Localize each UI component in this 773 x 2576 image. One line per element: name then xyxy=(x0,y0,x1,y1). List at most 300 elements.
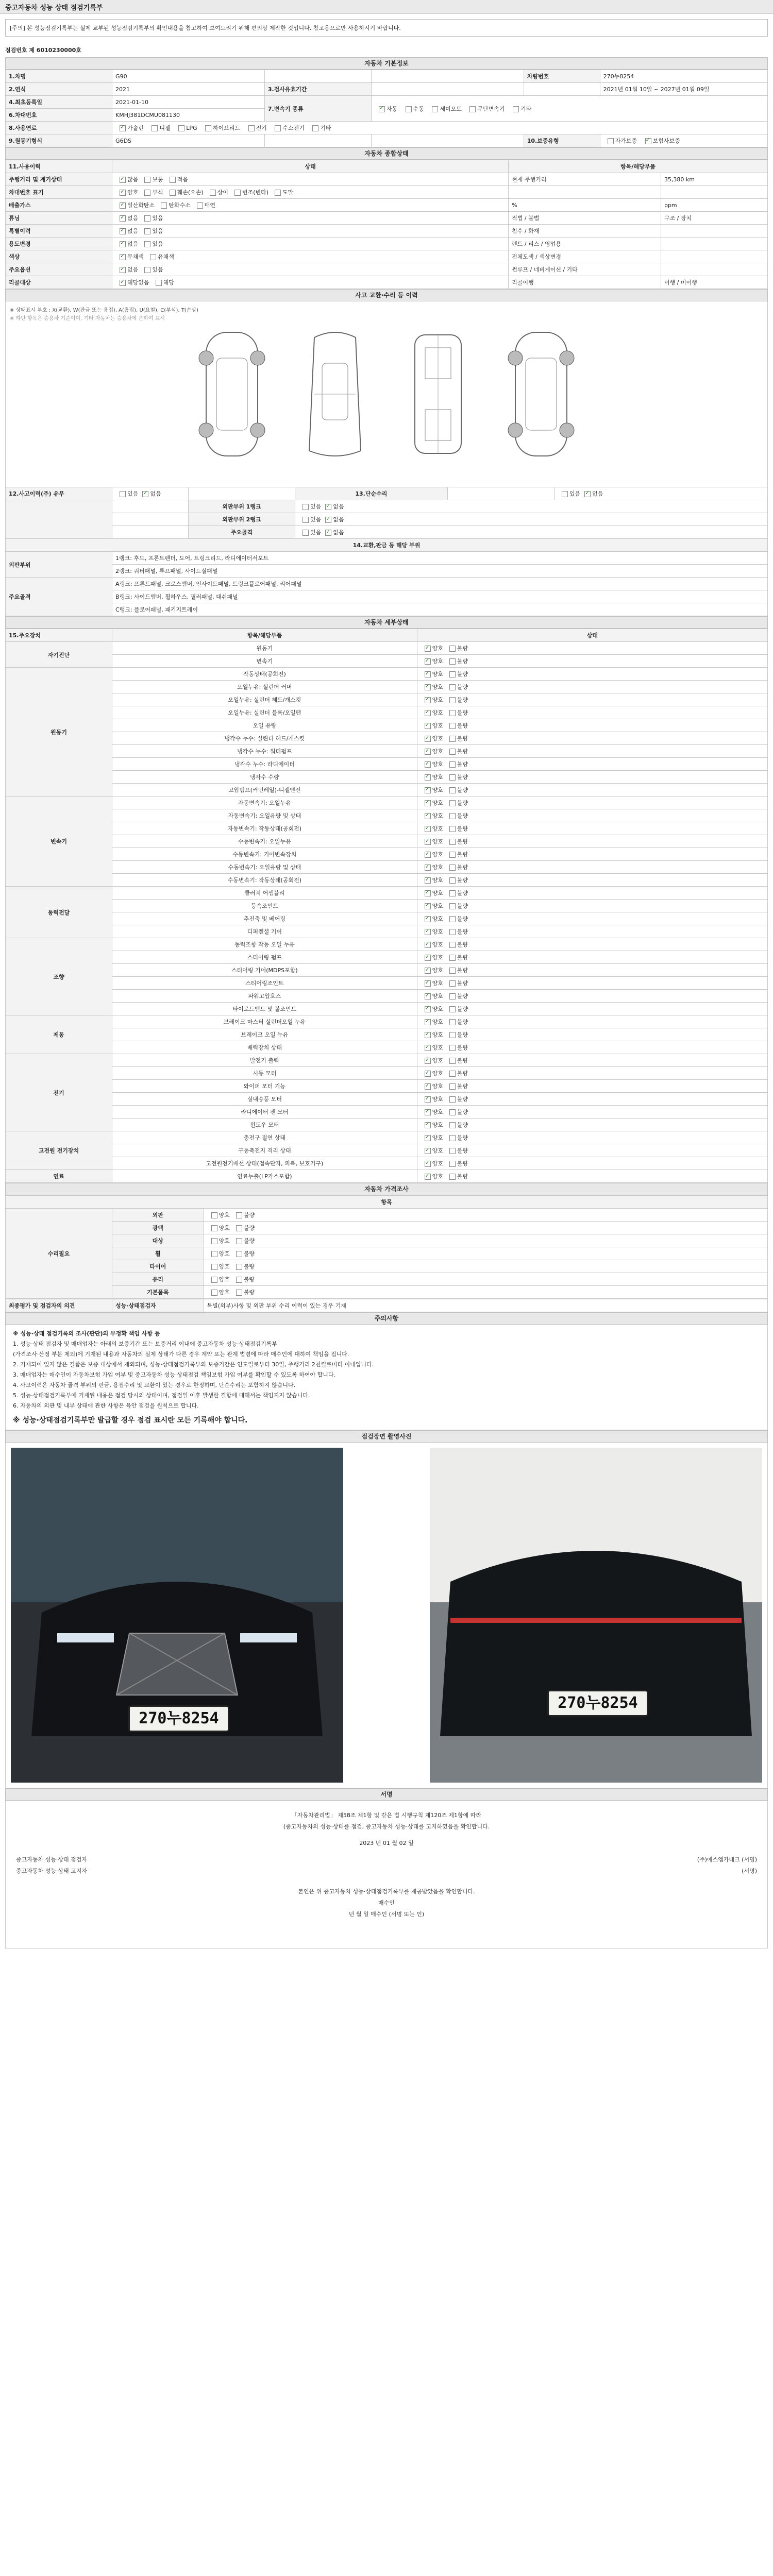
item-label: 클러치 어셈블리 xyxy=(112,887,417,900)
checkbox[interactable] xyxy=(425,658,431,665)
transmission-options: ✓ 자동 수동 세미오토 무단변속기 기타 xyxy=(371,96,767,122)
row-extra xyxy=(661,263,767,276)
checkbox[interactable] xyxy=(144,177,150,183)
price-table xyxy=(5,1195,768,1299)
checkbox[interactable] xyxy=(513,106,519,112)
row-note: 현재 주행거리 xyxy=(509,173,661,186)
checkbox[interactable] xyxy=(170,190,176,196)
checkbox[interactable] xyxy=(379,106,385,112)
checkbox[interactable] xyxy=(584,491,591,497)
checkbox[interactable] xyxy=(142,491,148,497)
label-first-reg: 4.최초등록일 xyxy=(6,96,112,109)
state-label: 불량 xyxy=(243,1212,255,1218)
sign-date: 2023 년 01 월 02 일 xyxy=(359,1840,414,1846)
table-row xyxy=(6,668,768,681)
state-label: 양호 xyxy=(432,658,443,665)
table-row xyxy=(6,250,768,263)
rear-license-plate: 270누8254 xyxy=(547,1690,648,1717)
basic-info-section xyxy=(5,57,768,147)
checkbox[interactable] xyxy=(303,517,309,523)
front-license-plate: 270누8254 xyxy=(128,1705,229,1732)
option-label: 없음 xyxy=(127,228,139,234)
checkbox[interactable] xyxy=(211,1264,217,1270)
checkbox[interactable] xyxy=(120,241,126,247)
checkbox[interactable] xyxy=(211,1238,217,1244)
accident-section xyxy=(5,289,768,616)
item-state xyxy=(417,1157,767,1170)
checkbox[interactable] xyxy=(425,942,431,948)
checkbox[interactable] xyxy=(425,723,431,729)
item-state xyxy=(417,1144,767,1157)
state-label: 불량 xyxy=(457,1070,468,1077)
checkbox[interactable] xyxy=(144,228,150,234)
item-state xyxy=(417,1131,767,1144)
state-label: 양호 xyxy=(432,1109,443,1115)
checkbox[interactable] xyxy=(449,1032,456,1038)
price-section xyxy=(5,1183,768,1312)
state-label: 양호 xyxy=(432,1083,443,1090)
state-label: 불량 xyxy=(457,1160,468,1167)
checkbox[interactable] xyxy=(144,190,150,196)
checkbox[interactable] xyxy=(303,504,309,510)
option-label: 도말 xyxy=(282,189,294,196)
state-label: 불량 xyxy=(457,993,468,999)
checkbox[interactable] xyxy=(425,865,431,871)
item-state xyxy=(417,1028,767,1041)
value-vin: KMHJ381DCMU081130 xyxy=(112,109,265,122)
state-label: 양호 xyxy=(432,851,443,858)
checkbox[interactable] xyxy=(425,1135,431,1141)
state-label: 양호 xyxy=(432,890,443,896)
checkbox[interactable] xyxy=(236,1251,242,1257)
item-label: 작동상태(공회전) xyxy=(112,668,417,681)
rank-2-label: 외판부위 2랭크 xyxy=(188,513,295,526)
state-label: 양호 xyxy=(432,1070,443,1077)
checkbox[interactable] xyxy=(449,942,456,948)
checkbox[interactable] xyxy=(236,1264,242,1270)
checkbox[interactable] xyxy=(425,890,431,896)
item-state xyxy=(417,809,767,822)
detail-parts-title: 14.교환,판금 등 해당 부위 xyxy=(6,539,768,552)
checkbox[interactable] xyxy=(449,968,456,974)
checkbox[interactable] xyxy=(425,761,431,768)
group-label: 변속기 xyxy=(6,796,112,887)
checkbox[interactable] xyxy=(449,736,456,742)
checkbox[interactable] xyxy=(144,215,150,222)
checkbox[interactable] xyxy=(312,125,318,131)
checkbox[interactable] xyxy=(178,125,184,131)
option-label: 없음 xyxy=(127,215,139,222)
price-item-label: 휠 xyxy=(112,1247,204,1260)
state-label: 불량 xyxy=(457,1096,468,1103)
state-label: 불량 xyxy=(457,1147,468,1154)
checkbox[interactable] xyxy=(449,671,456,677)
state-label: 양호 xyxy=(432,916,443,922)
row-note: 침수 / 화재 xyxy=(509,225,661,238)
checkbox[interactable] xyxy=(425,929,431,935)
checkbox[interactable] xyxy=(425,697,431,703)
checkbox[interactable] xyxy=(425,813,431,819)
row-note: 썬루프 / 네비게이션 / 기타 xyxy=(509,263,661,276)
rank-1-options: 있음✓ 없음 xyxy=(295,500,767,513)
checkbox[interactable] xyxy=(211,1290,217,1296)
checkbox[interactable] xyxy=(449,980,456,987)
state-label: 불량 xyxy=(457,980,468,987)
row-options xyxy=(112,199,509,212)
checkbox[interactable] xyxy=(425,1161,431,1167)
table-row xyxy=(6,1131,768,1144)
checkbox[interactable] xyxy=(449,1135,456,1141)
item-state xyxy=(417,900,767,912)
checkbox[interactable] xyxy=(236,1212,242,1218)
checkbox[interactable] xyxy=(449,826,456,832)
checkbox[interactable] xyxy=(425,877,431,884)
table-row xyxy=(6,173,768,186)
option-label: 양호 xyxy=(127,189,139,196)
checkbox[interactable] xyxy=(449,929,456,935)
checkbox[interactable] xyxy=(325,504,331,510)
item-label: 윈도우 모터 xyxy=(112,1118,417,1131)
checkbox[interactable] xyxy=(449,839,456,845)
checkbox[interactable] xyxy=(449,903,456,909)
checkbox[interactable] xyxy=(449,890,456,896)
sign-box xyxy=(5,1801,768,1948)
caution-big-note: ※ 성능·상태점검기록부만 발급할 경우 점검 표시란 모든 기록해야 합니다. xyxy=(13,1416,248,1425)
checkbox[interactable] xyxy=(449,710,456,716)
item-state xyxy=(417,693,767,706)
checkbox[interactable] xyxy=(425,1174,431,1180)
checkbox[interactable] xyxy=(449,684,456,690)
checkbox[interactable] xyxy=(152,125,158,131)
checkbox[interactable] xyxy=(425,1109,431,1115)
state-label: 양호 xyxy=(432,671,443,677)
checkbox[interactable] xyxy=(150,254,156,260)
checkbox[interactable] xyxy=(120,177,126,183)
checkbox[interactable] xyxy=(449,1019,456,1025)
table-row xyxy=(6,1144,768,1157)
checkbox[interactable] xyxy=(425,980,431,987)
item-state xyxy=(417,1093,767,1106)
rear-photo xyxy=(430,1448,762,1783)
item-label: 와이퍼 모터 기능 xyxy=(112,1080,417,1093)
front-photo xyxy=(11,1448,343,1783)
checkbox[interactable] xyxy=(449,658,456,665)
state-label: 불량 xyxy=(457,1019,468,1025)
item-state xyxy=(417,642,767,655)
checkbox[interactable] xyxy=(449,1045,456,1051)
item-state xyxy=(417,719,767,732)
table-row xyxy=(6,1067,768,1080)
price-item-label: 대상 xyxy=(112,1234,204,1247)
table-row xyxy=(6,1015,768,1028)
table-row xyxy=(6,951,768,964)
value-engine: G6DS xyxy=(112,134,265,147)
option-label: 탄화수소 xyxy=(169,202,191,209)
checkbox[interactable] xyxy=(425,684,431,690)
checkbox[interactable] xyxy=(425,903,431,909)
checkbox[interactable] xyxy=(425,1045,431,1051)
state-label: 불량 xyxy=(457,774,468,781)
state-label: 불량 xyxy=(457,761,468,768)
price-item-options xyxy=(204,1273,767,1286)
checkbox[interactable] xyxy=(234,190,241,196)
caution-line: 1. 성능·상태 점검자 및 매매업자는 아래의 보증기간 또는 보증거리 이내에 중고자동차 성능·상태점검기록부 xyxy=(13,1341,277,1347)
checkbox[interactable] xyxy=(161,202,167,209)
checkbox[interactable] xyxy=(425,671,431,677)
checkbox[interactable] xyxy=(469,106,476,112)
checkbox[interactable] xyxy=(425,839,431,845)
checkbox[interactable] xyxy=(425,1006,431,1012)
checkbox[interactable] xyxy=(425,800,431,806)
checkbox[interactable] xyxy=(449,916,456,922)
state-label: 불량 xyxy=(457,916,468,922)
checkbox[interactable] xyxy=(449,865,456,871)
checkbox[interactable] xyxy=(449,774,456,781)
row-note: % xyxy=(509,199,661,212)
sign-section xyxy=(5,1788,768,1948)
section-title-basic: 자동차 기본정보 xyxy=(5,57,768,70)
checkbox[interactable] xyxy=(425,1096,431,1103)
checkbox[interactable] xyxy=(303,530,309,536)
checkbox[interactable] xyxy=(425,916,431,922)
state-label: 불량 xyxy=(457,877,468,884)
checkbox[interactable] xyxy=(425,993,431,999)
state-label: 불량 xyxy=(457,671,468,677)
summary-label: 최종평가 및 점검자의 의견 xyxy=(6,1299,112,1312)
state-label: 양호 xyxy=(432,967,443,974)
item-label: 실내송풍 모터 xyxy=(112,1093,417,1106)
checkbox[interactable] xyxy=(425,1058,431,1064)
table-row xyxy=(6,758,768,771)
summary-text: 특별(외부)사항 및 외판 부위 수리 이력이 있는 경우 기재 xyxy=(204,1299,767,1312)
checkbox[interactable] xyxy=(211,1225,217,1231)
checkbox[interactable] xyxy=(120,190,126,196)
price-item-options xyxy=(204,1222,767,1234)
checkbox[interactable] xyxy=(275,190,281,196)
table-row xyxy=(6,212,768,225)
item-label: 스티어링 기어(MDPS포함) xyxy=(112,964,417,977)
checkbox[interactable] xyxy=(449,1122,456,1128)
checkbox[interactable] xyxy=(432,106,438,112)
receive-text: 본인은 위 중고자동차 성능·상태점검기록부를 제공받았음을 확인합니다. xyxy=(298,1888,475,1895)
checkbox[interactable] xyxy=(236,1238,242,1244)
state-label: 불량 xyxy=(457,1044,468,1051)
checkbox[interactable] xyxy=(205,125,211,131)
car-side-right-diagram xyxy=(500,327,582,461)
checkbox[interactable] xyxy=(325,530,331,536)
checkbox[interactable] xyxy=(449,1058,456,1064)
checkbox[interactable] xyxy=(425,787,431,793)
frame-options: 있음✓ 없음 xyxy=(295,526,767,539)
checkbox[interactable] xyxy=(120,202,126,209)
checkbox[interactable] xyxy=(120,254,126,260)
checkbox[interactable] xyxy=(449,1083,456,1090)
row-note: 렌트 / 리스 / 영업용 xyxy=(509,238,661,250)
parts-rank-b: B랭크: 사이드멤버, 휠하우스, 필러패널, 대쉬패널 xyxy=(112,590,768,603)
checkbox[interactable] xyxy=(449,1109,456,1115)
table-row xyxy=(6,964,768,977)
header-cell: 항목/해당부품 xyxy=(112,629,417,642)
row-label: 주행거리 및 계기상태 xyxy=(6,173,112,186)
item-state xyxy=(417,1080,767,1093)
row-extra: ppm xyxy=(661,199,767,212)
item-label: 파워고압호스 xyxy=(112,990,417,1003)
checkbox[interactable] xyxy=(449,993,456,999)
table-row xyxy=(6,745,768,758)
checkbox[interactable] xyxy=(449,646,456,652)
state-label: 양호 xyxy=(219,1250,230,1257)
checkbox[interactable] xyxy=(120,491,126,497)
checkbox[interactable] xyxy=(425,955,431,961)
frame-label: 주요골격 xyxy=(188,526,295,539)
checkbox[interactable] xyxy=(425,646,431,652)
checkbox[interactable] xyxy=(425,774,431,781)
checkbox[interactable] xyxy=(144,267,150,273)
item-label: 구동축전지 격리 상태 xyxy=(112,1144,417,1157)
checkbox[interactable] xyxy=(425,1083,431,1090)
checkbox[interactable] xyxy=(236,1225,242,1231)
state-label: 양호 xyxy=(432,838,443,845)
checkbox[interactable] xyxy=(236,1290,242,1296)
option-label: 일산화탄소 xyxy=(127,202,155,209)
item-label: 등속조인트 xyxy=(112,900,417,912)
item-label: 수동변속기: 오일누유 xyxy=(112,835,417,848)
caution-head: ※ 성능·상태 점검기록의 조사(판단)의 부정확 책임 사항 등 xyxy=(13,1330,160,1337)
item-label: 수동변속기: 기어변속장치 xyxy=(112,848,417,861)
state-label: 양호 xyxy=(219,1289,230,1296)
label-inspection-valid: 3.검사유효기간 xyxy=(264,83,371,96)
car-top-diagram xyxy=(294,327,376,461)
checkbox[interactable] xyxy=(170,177,176,183)
checkbox[interactable] xyxy=(425,1148,431,1154)
checkbox[interactable] xyxy=(425,1019,431,1025)
price-item-label: 타이어 xyxy=(112,1260,204,1273)
checkbox[interactable] xyxy=(562,491,568,497)
label-plate: 차량번호 xyxy=(524,70,600,83)
summary-sub: 성능·상태점검자 xyxy=(112,1299,204,1312)
checkbox[interactable] xyxy=(425,968,431,974)
option-label: 부식 xyxy=(152,189,163,196)
option-label: 매연 xyxy=(204,202,215,209)
state-label: 양호 xyxy=(432,954,443,961)
checkbox[interactable] xyxy=(449,723,456,729)
checkbox[interactable] xyxy=(449,1071,456,1077)
checkbox[interactable] xyxy=(211,1277,217,1283)
checkbox[interactable] xyxy=(449,852,456,858)
checkbox[interactable] xyxy=(608,138,614,144)
fuel-options: ✓ 가솔린 디젤 LPG 하이브리드 전기 수소전기 기타 xyxy=(112,122,768,134)
checkbox[interactable] xyxy=(425,1032,431,1038)
price-item-label: 유리 xyxy=(112,1273,204,1286)
table-row xyxy=(6,186,768,199)
checkbox[interactable] xyxy=(211,1251,217,1257)
checkbox[interactable] xyxy=(425,1122,431,1128)
item-label: 타이로드엔드 및 볼조인트 xyxy=(112,1003,417,1015)
item-label: 스티어링 펌프 xyxy=(112,951,417,964)
checkbox[interactable] xyxy=(449,787,456,793)
state-label: 양호 xyxy=(432,1057,443,1064)
state-label: 불량 xyxy=(457,697,468,703)
checkbox[interactable] xyxy=(197,202,203,209)
checkbox[interactable] xyxy=(425,749,431,755)
state-label: 불량 xyxy=(457,1031,468,1038)
checkbox[interactable] xyxy=(210,190,216,196)
header-cell: 상태 xyxy=(112,160,509,173)
checkbox[interactable] xyxy=(211,1212,217,1218)
checkbox[interactable] xyxy=(449,800,456,806)
checkbox[interactable] xyxy=(449,1006,456,1012)
state-label: 양호 xyxy=(432,1160,443,1167)
section-title-detail: 자동차 세부상태 xyxy=(5,616,768,629)
checkbox[interactable] xyxy=(275,125,281,131)
checkbox[interactable] xyxy=(449,1161,456,1167)
checkbox[interactable] xyxy=(425,736,431,742)
row-label: 튜닝 xyxy=(6,212,112,225)
table-row xyxy=(6,1093,768,1106)
item-label: 냉각수 누수: 워터펌프 xyxy=(112,745,417,758)
checkbox[interactable] xyxy=(325,517,331,523)
state-label: 양호 xyxy=(219,1276,230,1283)
state-label: 불량 xyxy=(457,735,468,742)
state-label: 양호 xyxy=(432,1019,443,1025)
checkbox[interactable] xyxy=(425,852,431,858)
checkbox[interactable] xyxy=(645,138,651,144)
checkbox[interactable] xyxy=(156,280,162,286)
item-label: 냉각수 누수: 라디에이터 xyxy=(112,758,417,771)
item-state xyxy=(417,668,767,681)
table-row xyxy=(6,1222,768,1234)
row-extra xyxy=(661,238,767,250)
checkbox[interactable] xyxy=(120,125,126,131)
checkbox[interactable] xyxy=(449,1174,456,1180)
checkbox[interactable] xyxy=(449,955,456,961)
checkbox[interactable] xyxy=(449,813,456,819)
row-extra: 35,380 km xyxy=(661,173,767,186)
row-options xyxy=(112,186,509,199)
checkbox[interactable] xyxy=(120,215,126,222)
checkbox[interactable] xyxy=(449,749,456,755)
checkbox[interactable] xyxy=(120,267,126,273)
checkbox[interactable] xyxy=(120,228,126,234)
state-label: 양호 xyxy=(432,722,443,729)
checkbox[interactable] xyxy=(248,125,255,131)
state-label: 양호 xyxy=(432,1173,443,1180)
checkbox[interactable] xyxy=(449,877,456,884)
checkbox[interactable] xyxy=(425,710,431,716)
row-label: 용도변경 xyxy=(6,238,112,250)
item-label: 브레이크 오일 누유 xyxy=(112,1028,417,1041)
label-car-name: 1.차명 xyxy=(6,70,112,83)
checkbox[interactable] xyxy=(449,1148,456,1154)
row-options xyxy=(112,173,509,186)
label-engine: 9.원동기형식 xyxy=(6,134,112,147)
checkbox[interactable] xyxy=(449,697,456,703)
option-label: 보통 xyxy=(152,176,163,183)
checkbox[interactable] xyxy=(449,761,456,768)
item-label: 냉각수 누수: 실린더 헤드/개스킷 xyxy=(112,732,417,745)
checkbox[interactable] xyxy=(425,1071,431,1077)
checkbox[interactable] xyxy=(236,1277,242,1283)
checkbox[interactable] xyxy=(425,826,431,832)
checkbox[interactable] xyxy=(120,280,126,286)
checkbox[interactable] xyxy=(406,106,412,112)
checkbox[interactable] xyxy=(144,241,150,247)
item-state xyxy=(417,835,767,848)
checkbox[interactable] xyxy=(449,1096,456,1103)
state-label: 양호 xyxy=(432,1031,443,1038)
state-label: 불량 xyxy=(457,658,468,665)
item-label: 자동변속기: 오일누유 xyxy=(112,796,417,809)
